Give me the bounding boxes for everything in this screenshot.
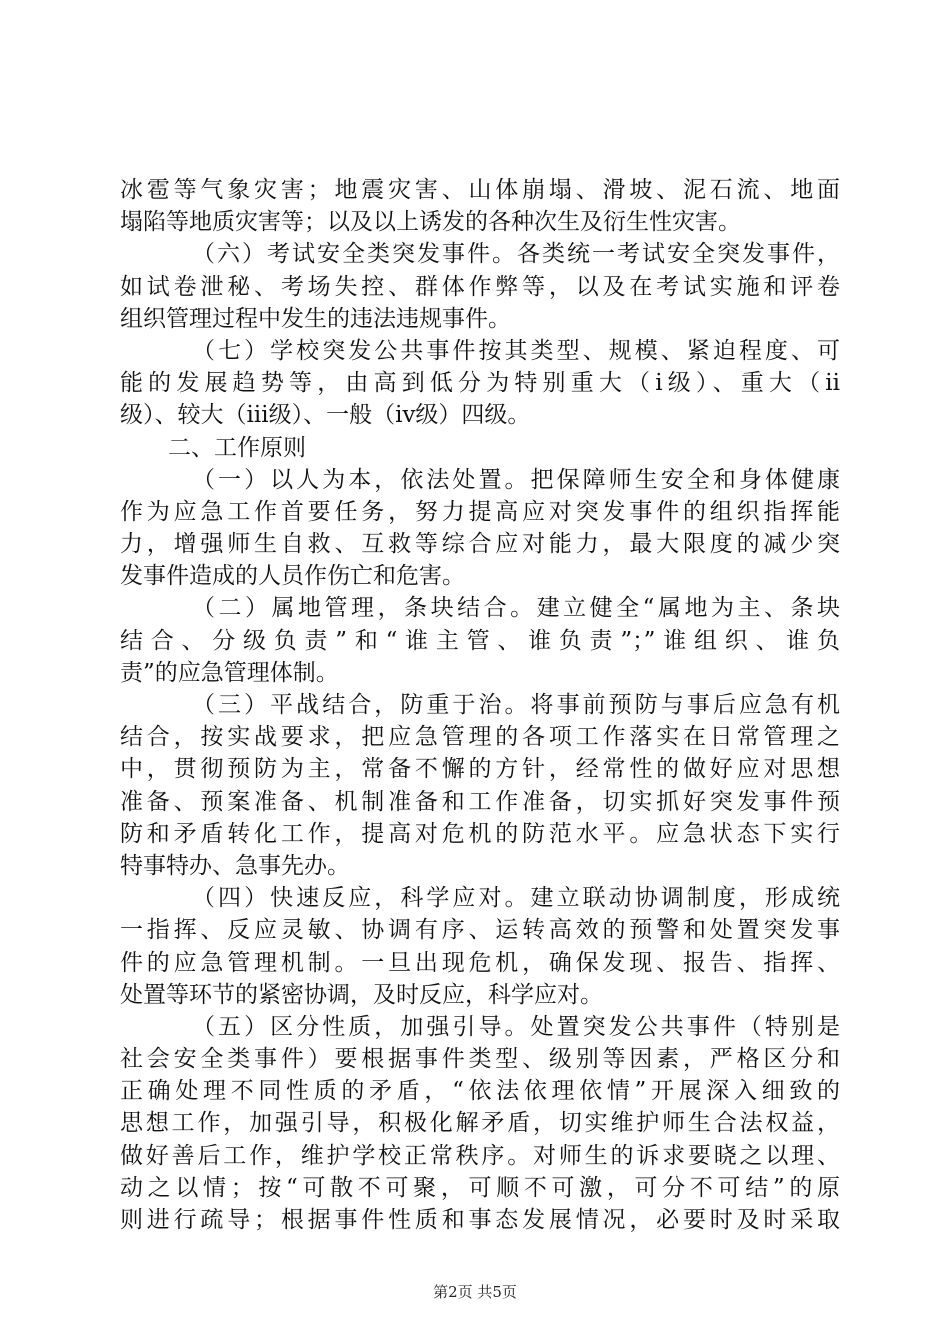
text-line: 做好善后工作，维护学校正常秩序。对师生的诉求要晓之以理、	[120, 1142, 840, 1169]
text-line: （一）以人为本，依法处置。把保障师生安全和身体健康	[192, 466, 840, 493]
text-line: 正确处理不同性质的矛盾，“依法依理依情”开展深入细致的	[120, 1078, 840, 1105]
text-line: 特事特办、急事先办。	[120, 852, 350, 879]
text-line: 动之以情；按“可散不可聚，可顺不可激，可分不可结”的原	[120, 1174, 840, 1201]
text-line: 准备、预案准备、机制准备和工作准备，切实抓好突发事件预	[120, 788, 840, 815]
section-heading: 二、工作原则	[168, 434, 306, 461]
text-line: （二）属地管理，条块结合。建立健全“属地为主、条块	[192, 595, 840, 622]
text-line: 如试卷泄秘、考场失控、群体作弊等，以及在考试实施和评卷	[120, 273, 840, 300]
text-line: 级）、较大（ⅲ级）、一般（ⅳ级）四级。	[120, 402, 531, 429]
text-line: 冰雹等气象灾害；地震灾害、山体崩塌、滑坡、泥石流、地面	[120, 177, 840, 203]
text-line: 结合、分级负责”和“谁主管、谁负责”；”谁组织、谁负	[120, 627, 840, 654]
text-line: 处置等环节的紧密协调，及时反应，科学应对。	[120, 981, 603, 1008]
text-line: 思想工作，加强引导，积极化解矛盾，切实维护师生合法权益，	[120, 1110, 840, 1137]
text-line: 一指挥、反应灵敏、协调有序、运转高效的预警和处置突发事	[120, 917, 840, 944]
text-line: 力，增强师生自救、互救等综合应对能力，最大限度的减少突	[120, 531, 840, 558]
text-line: 塌陷等地质灾害等；以及以上诱发的各种次生及衍生性灾害。	[120, 209, 741, 236]
text-line: （四）快速反应，科学应对。建立联动协调制度，形成统	[192, 885, 840, 912]
text-line: （五）区分性质，加强引导。处置突发公共事件（特别是	[192, 1013, 840, 1040]
text-line: 能的发展趋势等，由高到低分为特别重大（ⅰ级）、重大（ⅱ	[120, 370, 840, 397]
text-line: 责”的应急管理体制。	[120, 659, 339, 686]
document-body	[120, 174, 840, 1236]
text-line: 中，贯彻预防为主，常备不懈的方针，经常性的做好应对思想	[120, 756, 840, 783]
text-line: 结合，按实战要求，把应急管理的各项工作落实在日常管理之	[120, 724, 840, 751]
text-line: 作为应急工作首要任务，努力提高应对突发事件的组织指挥能	[120, 498, 840, 525]
text-line: 组织管理过程中发生的违法违规事件。	[120, 305, 511, 332]
text-line: 防和矛盾转化工作，提高对危机的防范水平。应急状态下实行	[120, 820, 840, 847]
text-line: 则进行疏导；根据事件性质和事态发展情况，必要时及时采取	[120, 1207, 840, 1233]
text-line: （七）学校突发公共事件按其类型、规模、紧迫程度、可	[192, 337, 840, 364]
page-number-footer: 第2页 共5页	[433, 1283, 517, 1301]
text-line: 社会安全类事件）要根据事件类型、级别等因素，严格区分和	[120, 1046, 840, 1073]
text-line: 件的应急管理机制。一旦出现危机，确保发现、报告、指挥、	[120, 949, 840, 976]
text-line: （六）考试安全类突发事件。各类统一考试安全突发事件，	[192, 241, 840, 268]
text-line: 发事件造成的人员作伤亡和危害。	[120, 563, 465, 590]
text-line: （三）平战结合，防重于治。将事前预防与事后应急有机	[192, 692, 840, 718]
